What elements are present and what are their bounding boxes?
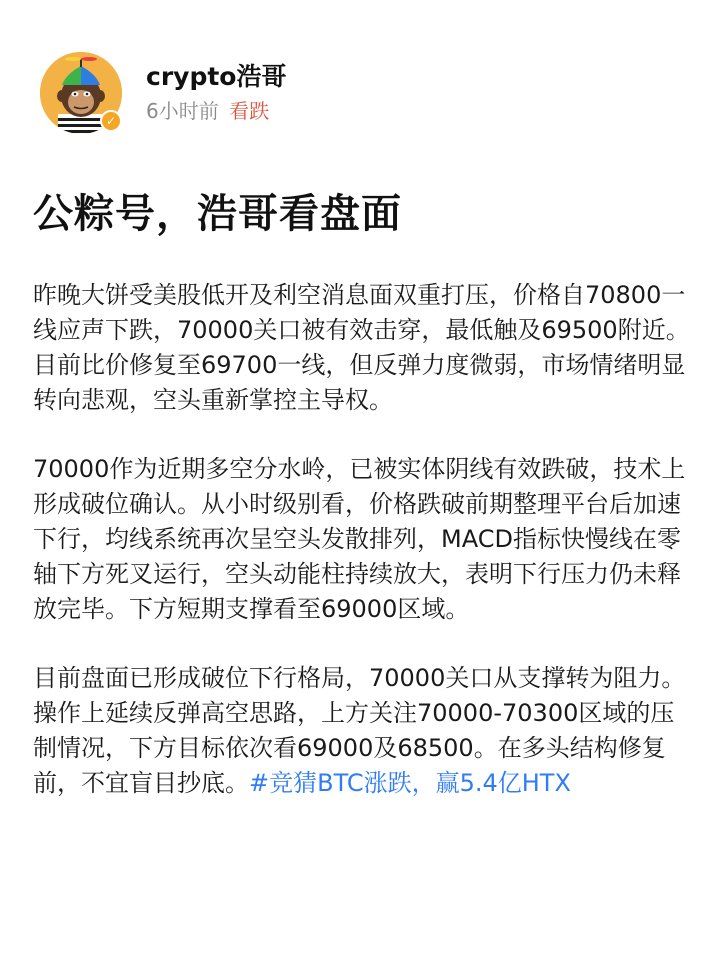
paragraph-1: 昨晚大饼受美股低开及利空消息面双重打压，价格自70800一线应声下跌，70000关口被有效击穿，最低触及69500附近。目前比价修复至69700一线，但反弹力度微弱，市场情绪明显转向悲观，空头重新掌控主导权。 (33, 281, 690, 414)
avatar[interactable] (40, 52, 122, 134)
post-time: 6小时前 (146, 99, 219, 123)
paragraph-3 (33, 661, 693, 801)
verified-badge-icon: ✓ (100, 110, 122, 132)
paragraph-2: 70000作为近期多空分水岭，已被实体阴线有效跌破，技术上形成破位确认。从小时级别看，价格跌破前期整理平台后加速下行，均线系统再次呈空头发散排列，MACD指标快慢线在零轴下方死叉运行，空头动能柱持续放大，表明下行压力仍未释放完毕。下方短期支撑看至69000区域。 (33, 455, 686, 623)
post-header (40, 50, 286, 136)
post-subline (146, 98, 286, 124)
paragraph-3-text: 目前盘面已形成破位下行格局，70000关口从支撑转为阻力。操作上延续反弹高空思路，上方关注70000-70300区域的压制情况，下方目标依次看69000及68500。在多头结构修复前，不宜盲目抄底。 (33, 664, 686, 797)
author-meta (146, 62, 286, 124)
post-body (33, 278, 693, 835)
sentiment-badge[interactable]: 看跌 (229, 99, 270, 123)
post-title: 公粽号，浩哥看盘面 (33, 191, 402, 237)
author-name[interactable]: crypto浩哥 (146, 62, 287, 91)
hashtag-link[interactable]: #竞猜BTC涨跌，赢5.4亿HTX (249, 769, 571, 797)
